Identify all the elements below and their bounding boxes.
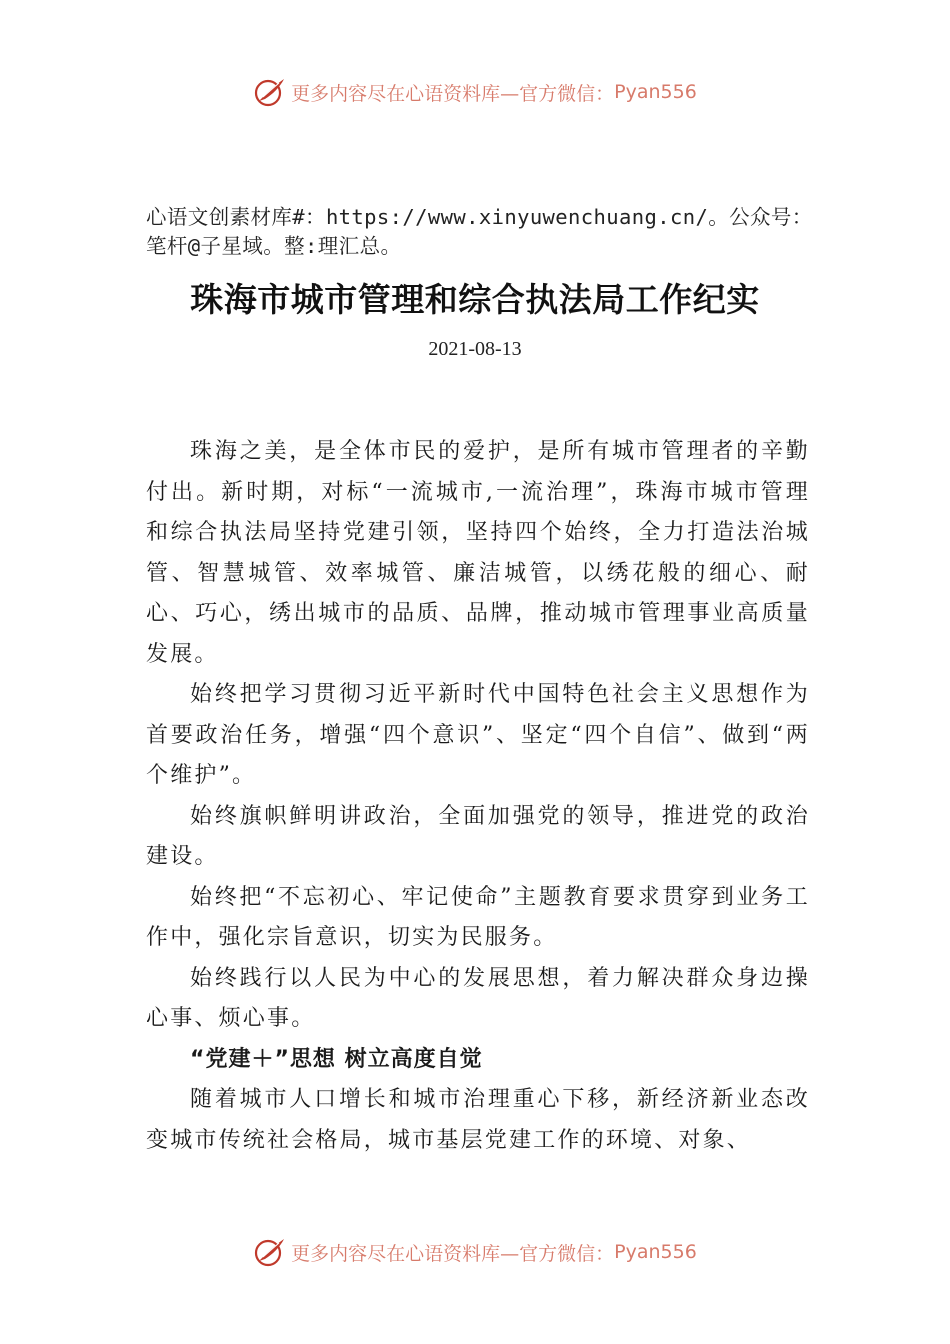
source-note: 心语文创素材库#：https://www.xinyuwenchuang.cn/。公众号：笔杆@子星域。整:理汇总。 xyxy=(146,205,813,258)
paragraph: 始终把“不忘初心、牢记使命”主题教育要求贯穿到业务工作中，强化宗旨意识，切实为民服务。 xyxy=(146,884,810,950)
paragraph: 始终旗帜鲜明讲政治，全面加强党的领导，推进党的政治建设。 xyxy=(146,803,810,869)
watermark-handle: Pyan556 xyxy=(614,81,697,103)
watermark-text: 更多内容尽在心语资料库—官方微信： xyxy=(291,82,615,105)
watermark-footer xyxy=(0,1232,950,1272)
section-heading: “党建＋”思想 树立高度自觉 xyxy=(190,1046,483,1072)
quill-logo-icon xyxy=(253,75,287,109)
watermark-handle: Pyan556 xyxy=(614,1241,697,1263)
paragraph: 始终践行以人民为中心的发展思想，着力解决群众身边操心事、烦心事。 xyxy=(146,965,810,1031)
watermark-text: 更多内容尽在心语资料库—官方微信： xyxy=(291,1242,615,1265)
quill-logo-icon xyxy=(253,1235,287,1269)
paragraph: 珠海之美，是全体市民的爱护，是所有城市管理者的辛勤付出。新时期，对标“一流城市,一流治理”，珠海市城市管理和综合执法局坚持党建引领，坚持四个始终，全力打造法治城管、智慧城管、效率城管、廉洁城管，以绣花般的细心、耐心、巧心，绣出城市的品质、品牌，推动城市管理事业高质量发展。 xyxy=(146,439,810,667)
article-body xyxy=(146,432,810,1161)
paragraph: 随着城市人口增长和城市治理重心下移，新经济新业态改变城市传统社会格局，城市基层党建工作的环境、对象、 xyxy=(146,1087,810,1153)
watermark-header xyxy=(0,72,950,112)
article-date: 2021-08-13 xyxy=(428,338,522,360)
paragraph: 始终把学习贯彻习近平新时代中国特色社会主义思想作为首要政治任务，增强“四个意识”、坚定“四个自信”、做到“两个维护”。 xyxy=(146,682,810,788)
article-title: 珠海市城市管理和综合执法局工作纪实 xyxy=(190,280,760,319)
